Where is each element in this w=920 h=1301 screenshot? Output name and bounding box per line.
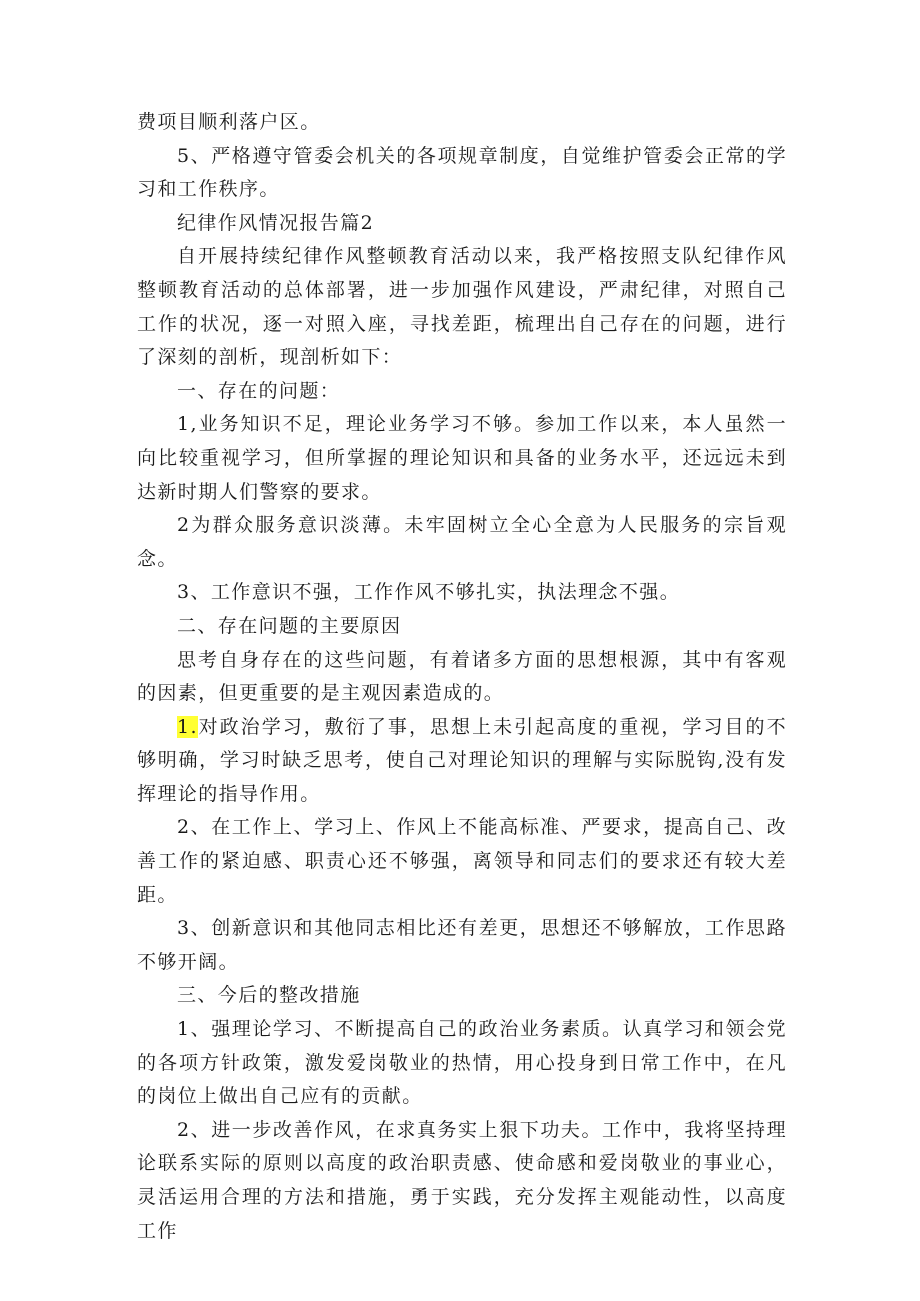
paragraph-5: 1,业务知识不足，理论业务学习不够。参加工作以来，本人虽然一向比较重视学习，但所掌握的理论知识和具备的业务水平，还远远未到达新时期人们警察的要求。 bbox=[137, 413, 787, 503]
paragraph-15: 2、进一步改善作风，在求真务实上狠下功夫。工作中，我将坚持理论联系实际的原则以高度的政治职责感、使命感和爱岗敬业的事业心，灵活运用合理的方法和措施，勇于实践，充分发挥主观能动性，以高度工作 bbox=[137, 1118, 787, 1242]
highlighted-number-marker: 1. bbox=[177, 715, 198, 738]
paragraph-14: 1、强理论学习、不断提高自己的政治业务素质。认真学习和领会党的各项方针政策，激发爱岗敬业的热情，用心投身到日常工作中，在凡的岗位上做出自己应有的贡献。 bbox=[137, 1018, 787, 1108]
paragraph-10 bbox=[137, 711, 787, 812]
paragraph-3: 自开展持续纪律作风整顿教育活动以来，我严格按照支队纪律作风整顿教育活动的总体部署，进一步加强作风建设，严肃纪律，对照自己工作的状况，逐一对照入座，寻找差距，梳理出自己存在的问题，进行了深刻的剖析，现剖析如下： bbox=[137, 245, 787, 369]
paragraph-6: 2为群众服务意识淡薄。未牢固树立全心全意为人民服务的宗旨观念。 bbox=[137, 514, 787, 570]
paragraph-12: 3、创新意识和其他同志相比还有差更，思想还不够解放，工作思路不够开阔。 bbox=[137, 917, 787, 973]
document-body bbox=[137, 106, 787, 1248]
paragraph-10-text: 对政治学习，敷衍了事，思想上未引起高度的重视，学习目的不够明确，学习时缺乏思考，使自己对理论知识的理解与实际脱钩,没有发挥理论的指导作用。 bbox=[137, 715, 787, 805]
paragraph-9: 思考自身存在的这些问题，有着诸多方面的思想根源，其中有客观的因素，但更重要的是主观因素造成的。 bbox=[137, 648, 787, 705]
section-heading: 纪律作风情况报告篇2 bbox=[177, 211, 375, 234]
paragraph-0: 费项目顺利落户区。 bbox=[137, 111, 321, 133]
heading-problems: 一、存在的问题： bbox=[177, 379, 341, 402]
heading-causes: 二、存在问题的主要原因 bbox=[177, 614, 402, 637]
heading-measures: 三、今后的整改措施 bbox=[177, 984, 361, 1007]
paragraph-1: 5、严格遵守管委会机关的各项规章制度，自觉维护管委会正常的学习和工作秩序。 bbox=[137, 144, 787, 201]
paragraph-11: 2、在工作上、学习上、作风上不能高标准、严要求，提高自己、改善工作的紧迫感、职责心还不够强，离领导和同志们的要求还有较大差距。 bbox=[137, 816, 787, 906]
paragraph-7: 3、工作意识不强，工作作风不够扎实，执法理念不强。 bbox=[177, 581, 681, 604]
